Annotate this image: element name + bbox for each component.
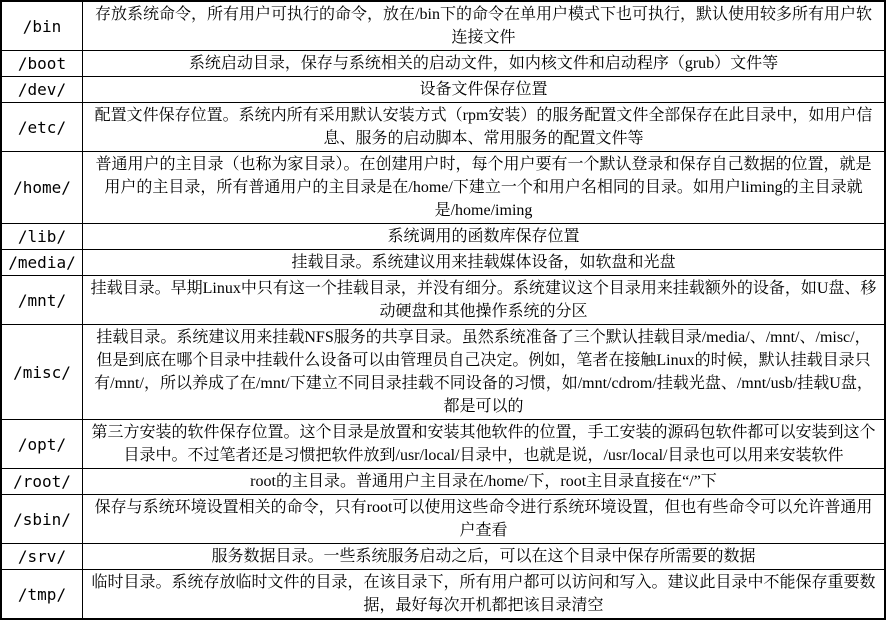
table-row-srv <box>1 544 885 570</box>
desc-cell-home: 普通用户的主目录（也称为家目录）。在创建用户时，每个用户要有一个默认登录和保存自己数据的位置，就是用户的主目录，所有普通用户的主目录是在/home/下建立一个和用户名相同的目录。如用户liming的主目录就是/home/iming <box>83 152 886 224</box>
table-row-root <box>1 469 885 495</box>
dir-cell-boot: /boot <box>1 51 83 77</box>
dir-cell-srv: /srv/ <box>1 544 83 570</box>
desc-cell-root: root的主目录。普通用户主目录在/home/下，root主目录直接在“/”下 <box>83 469 886 495</box>
desc-cell-srv: 服务数据目录。一些系统服务启动之后，可以在这个目录中保存所需要的数据 <box>83 544 886 570</box>
desc-cell-mnt: 挂载目录。早期Linux中只有这一个挂载目录，并没有细分。系统建议这个目录用来挂载额外的设备，如U盘、移动硬盘和其他操作系统的分区 <box>83 276 886 325</box>
desc-cell-lib: 系统调用的函数库保存位置 <box>83 224 886 250</box>
dir-cell-mnt: /mnt/ <box>1 276 83 325</box>
dir-cell-etc: /etc/ <box>1 103 83 152</box>
table-row-home <box>1 152 885 224</box>
table-row-mnt <box>1 276 885 325</box>
table-row-misc <box>1 325 885 420</box>
desc-cell-bin: 存放系统命令，所有用户可执行的命令，放在/bin下的命令在单用户模式下也可执行，默认使用较多所有用户软连接文件 <box>83 1 886 51</box>
dir-cell-misc: /misc/ <box>1 325 83 420</box>
dir-cell-bin: /bin <box>1 1 83 51</box>
desc-cell-media: 挂载目录。系统建议用来挂载媒体设备，如软盘和光盘 <box>83 250 886 276</box>
dir-cell-media: /media/ <box>1 250 83 276</box>
dir-cell-root: /root/ <box>1 469 83 495</box>
desc-cell-sbin: 保存与系统环境设置相关的命令，只有root可以使用这些命令进行系统环境设置，但也有些命令可以允许普通用户查看 <box>83 495 886 544</box>
dir-cell-home: /home/ <box>1 152 83 224</box>
dir-cell-dev: /dev/ <box>1 77 83 103</box>
table-row-tmp <box>1 570 885 620</box>
dir-cell-tmp: /tmp/ <box>1 570 83 620</box>
table-row-etc <box>1 103 885 152</box>
table-body <box>1 1 885 619</box>
dir-cell-sbin: /sbin/ <box>1 495 83 544</box>
desc-cell-misc: 挂载目录。系统建议用来挂载NFS服务的共享目录。虽然系统准备了三个默认挂载目录/media/、/mnt/、/misc/，但是到底在哪个目录中挂载什么设备可以由管理员自己决定。例如，笔者在接触Linux的时候，默认挂载目录只有/mnt/，所以养成了在/mnt/下建立不同目录挂载不同设备的习惯，如/mnt/cdrom/挂载光盘、/mnt/usb/挂载U盘，都是可以的 <box>83 325 886 420</box>
table-row-boot <box>1 51 885 77</box>
dir-cell-opt: /opt/ <box>1 420 83 469</box>
table-row-media <box>1 250 885 276</box>
table-row-opt <box>1 420 885 469</box>
desc-cell-opt: 第三方安装的软件保存位置。这个目录是放置和安装其他软件的位置，手工安装的源码包软件都可以安装到这个目录中。不过笔者还是习惯把软件放到/usr/local/目录中，也就是说，/usr/local/目录也可以用来安装软件 <box>83 420 886 469</box>
table-row-lib <box>1 224 885 250</box>
desc-cell-dev: 设备文件保存位置 <box>83 77 886 103</box>
desc-cell-etc: 配置文件保存位置。系统内所有采用默认安装方式（rpm安装）的服务配置文件全部保存在此目录中，如用户信息、服务的启动脚本、常用服务的配置文件等 <box>83 103 886 152</box>
desc-cell-boot: 系统启动目录，保存与系统相关的启动文件，如内核文件和启动程序（grub）文件等 <box>83 51 886 77</box>
table-row-dev <box>1 77 885 103</box>
table-row-sbin <box>1 495 885 544</box>
table-row-bin <box>1 1 885 51</box>
dir-cell-lib: /lib/ <box>1 224 83 250</box>
desc-cell-tmp: 临时目录。系统存放临时文件的目录，在该目录下，所有用户都可以访问和写入。建议此目录中不能保存重要数据，最好每次开机都把该目录清空 <box>83 570 886 620</box>
